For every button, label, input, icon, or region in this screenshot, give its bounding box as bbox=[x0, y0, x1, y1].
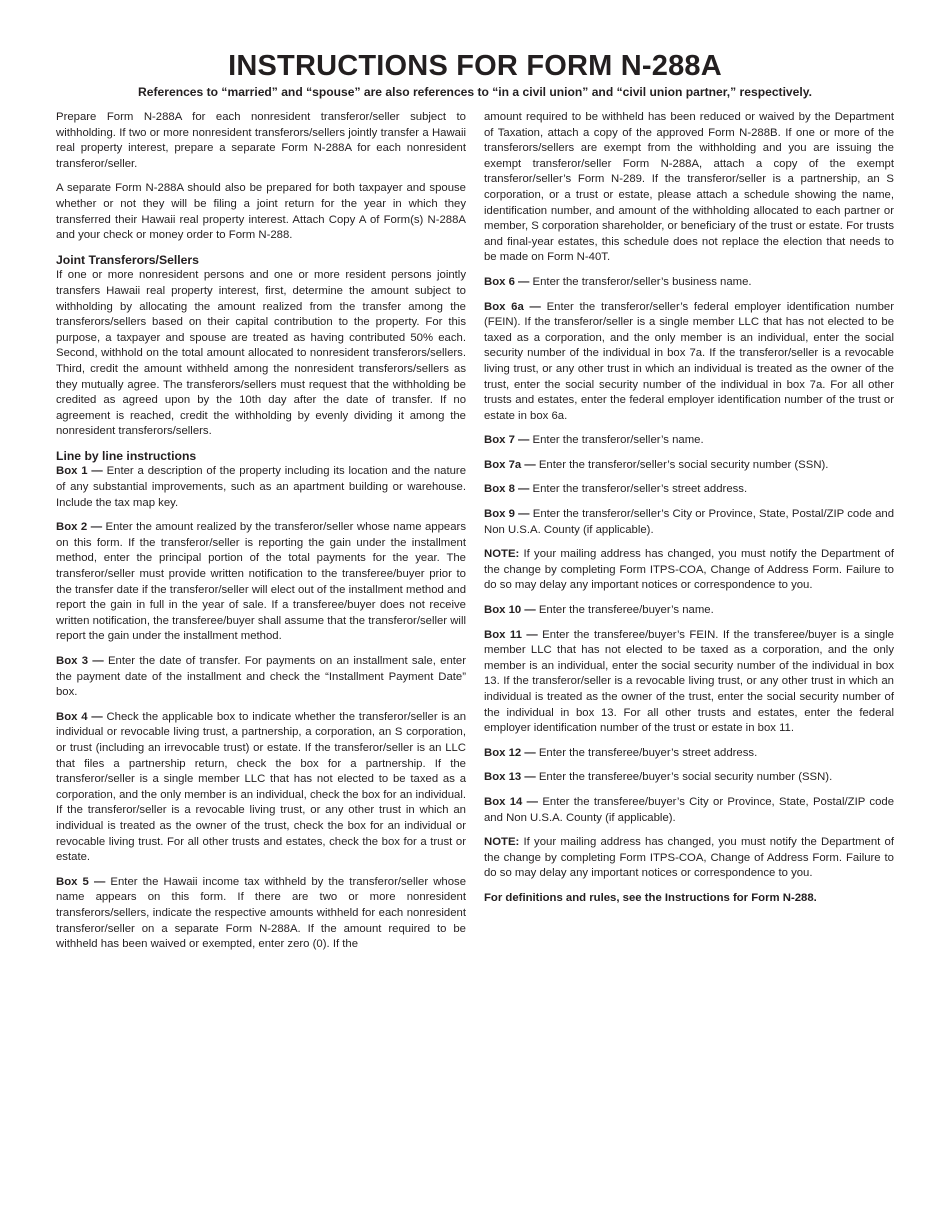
box-8-label: Box 8 — bbox=[484, 483, 530, 496]
box-9-text: Enter the transferor/seller’s City or Province, State, Postal/ZIP code and Non U.S.A. County (if applicable). bbox=[484, 508, 894, 536]
intro-paragraph-2: A separate Form N-288A should also be prepared for both taxpayer and spouse whether or not they will be filing a joint return for the year in which they transferred their Hawaii real property interest. Attach Copy A of Form(s) N-288A and your check or money order to Form N-288. bbox=[56, 182, 466, 242]
box-9-instruction bbox=[484, 507, 894, 538]
box-12-label: Box 12 — bbox=[484, 746, 536, 759]
box-11-label: Box 11 — bbox=[484, 628, 538, 641]
note-2-label: NOTE: bbox=[484, 836, 520, 849]
box-14-label: Box 14 — bbox=[484, 795, 539, 808]
box-6-instruction bbox=[484, 275, 894, 291]
note-2 bbox=[484, 835, 894, 882]
box-8-instruction bbox=[484, 482, 894, 498]
box-11-instruction bbox=[484, 628, 894, 737]
box-3-label: Box 3 — bbox=[56, 655, 104, 667]
box-6-label: Box 6 — bbox=[484, 275, 530, 288]
box-12-instruction bbox=[484, 746, 894, 762]
box-5-text: Enter the Hawaii income tax withheld by the transferor/seller whose name appears on this form. If there are two or more nonresident transferors/sellers, indicate the respective amounts withheld for each nonresident transferor/seller on a separate Form N-288A. If the amount required to be withheld has been waived or exempted, enter zero (0). If the bbox=[56, 875, 467, 951]
right-column bbox=[484, 110, 894, 916]
box-4-text: Check the applicable box to indicate whether the transferor/seller is an individual or revocable living trust, a partnership, a corporation, an S corporation, or trust (including an irrevocable trust) or estate. If the transferor/seller is an LLC that files a partnership return, check the box for a partnership. If the transferor/seller is a single member LLC that has not elected to be taxed as a corporation, and the only member is an individual, check the box for an individual. If the transferor/seller is a revocable living trust, or any other trust in which an individual is treated as the owner of the trust, check the box for an individual or revocable living trust. For all other trusts and estates, check the box for a trust or estate. bbox=[56, 710, 466, 864]
line-by-line-heading: Line by line instructions bbox=[56, 448, 197, 463]
box-10-instruction bbox=[484, 603, 894, 619]
box-13-label: Box 13 — bbox=[484, 771, 536, 784]
page-title: INSTRUCTIONS FOR FORM N-288A bbox=[228, 50, 722, 82]
box-7-label: Box 7 — bbox=[484, 434, 530, 447]
box-7a-text: Enter the transferor/seller’s social security number (SSN). bbox=[535, 458, 829, 471]
box-6a-text: Enter the transferor/seller’s federal employer identification number (FEIN). If the transferor/seller is a single member LLC that has not elected to be taxed as a corporation, and the only member is an individual, enter the social security number of the individual in box 7a. If the transferor/seller is a revocable living trust, or any other trust in which an individual is treated as the owner of the trust, enter the social security number of the individual in box 7a. For all other trusts and estates, enter the federal employer identification number of the trust or estate in box 6a. bbox=[484, 300, 894, 422]
box-7a-instruction bbox=[484, 458, 894, 474]
box-4-instruction bbox=[56, 710, 466, 866]
box-13-instruction bbox=[484, 770, 894, 786]
box-5-label: Box 5 — bbox=[56, 875, 106, 888]
definitions-reference: For definitions and rules, see the Instructions for Form N-288. bbox=[484, 891, 817, 904]
box-2-instruction bbox=[56, 520, 466, 645]
box-9-label: Box 9 — bbox=[484, 508, 530, 521]
box-6a-label: Box 6a — bbox=[484, 300, 541, 313]
box-8-text: Enter the transferor/seller’s street address. bbox=[529, 483, 748, 496]
joint-transferors-heading: Joint Transferors/Sellers bbox=[56, 252, 199, 267]
box-14-text: Enter the transferee/buyer’s City or Province, State, Postal/ZIP code and Non U.S.A. County (if applicable). bbox=[484, 795, 895, 824]
box-7-instruction bbox=[484, 433, 894, 449]
box-3-text: Enter the date of transfer. For payments on an installment sale, enter the payment date of the installment and check the “Installment Payment Date” box. bbox=[56, 655, 466, 699]
box-1-label: Box 1 — bbox=[56, 465, 103, 478]
left-column bbox=[56, 110, 466, 953]
note-1-label: NOTE: bbox=[484, 548, 520, 561]
box-2-text: Enter the amount realized by the transferor/seller whose name appears on this form. If the transferor/seller is reporting the gain under the installment method, enter the principal portion of the total payments for the year. The transferor/seller must provide written notification to the transferee/buyer prior to the transfer date if the transferor/seller will elect out of the installment method and report the gain in full in the year of sale. If a transferee/buyer does not receive written notification, the transferee/buyer shall assume that the transferor/seller will report the gain under the installment method. bbox=[56, 521, 466, 643]
joint-transferors-text: If one or more nonresident persons and one or more resident persons jointly transfers Hawaii real property interest, first, determine the amount subject to withholding by allocating the amount realized from the transfer among the transferors/sellers based on their capital contribution to the property. For this purpose, a taxpayer and spouse are treated as having contributed 50% each. Second, withhold on the total amount allocated to nonresident transferors/sellers. Third, credit the amount withheld among the nonresident transferors/sellers as they mutually agree. The transferors/sellers must request that the withholding be credited as agreed upon by the 10th day after the date of transfer. If no agreement is reached, credit the withholding by evenly dividing it among the nonresident transferors/sellers. bbox=[56, 269, 466, 438]
box-12-text: Enter the transferee/buyer’s street address. bbox=[535, 746, 758, 759]
intro-paragraph-1: Prepare Form N-288A for each nonresident transferor/seller subject to withholding. If two or more nonresident transferors/sellers jointly transfer a Hawaii real property interest, prepare a separate Form N-288A for each nonresident transferor/seller. bbox=[56, 111, 466, 170]
box-7-text: Enter the transferor/seller’s name. bbox=[529, 434, 704, 447]
box-4-label: Box 4 — bbox=[56, 710, 103, 723]
box-7a-label: Box 7a — bbox=[484, 458, 536, 471]
note-2-text: If your mailing address has changed, you must notify the Department of the change by completing Form ITPS-COA, Change of Address Form. Failure to do so may delay any important notices or correspondence to you. bbox=[484, 836, 894, 880]
box-6-text: Enter the transferor/seller’s business name. bbox=[529, 275, 752, 288]
box-1-text: Enter a description of the property including its location and the nature of any substantial improvements, such as an apartment building or warehouse. Include the tax map key. bbox=[56, 465, 466, 509]
box-10-label: Box 10 — bbox=[484, 604, 536, 617]
box-11-text: Enter the transferee/buyer’s FEIN. If the transferee/buyer is a single member LLC that has not elected to be taxed as a corporation, and the only member is an individual, enter the social security number of the individual in box 13. If the transferor/seller is a revocable living trust, or any other trust in which an individual is treated as the owner of the trust, enter the social security number of the individual in box 13. For all other trusts and estates, enter the federal employer identification number of the trust or estate in box 11. bbox=[484, 628, 894, 735]
page-subtitle: References to “married” and “spouse” are also references to “in a civil union” and “civil union partner,” respectively. bbox=[138, 85, 812, 99]
box-13-text: Enter the transferee/buyer’s social security number (SSN). bbox=[535, 771, 833, 784]
box-6a-instruction bbox=[484, 300, 894, 425]
box-10-text: Enter the transferee/buyer’s name. bbox=[535, 604, 714, 617]
box-2-label: Box 2 — bbox=[56, 521, 103, 534]
box-5-continued: amount required to be withheld has been reduced or waived by the Department of Taxation, attach a copy of the approved Form N-288B. If one or more of the transferors/sellers are exempt from the withholding and you are issuing the exempt transferor/seller Form N-288A, attach a copy of the exempt transferor/seller’s Form N-289. If the transferor/seller is a partnership, an S corporation, or a trust or estate, please attach a schedule showing the name, identification number, and amount of the withholding allocated to each partner or member, S corporation shareholder, or beneficiary of the trust or estate. For trusts and final-year estates, this schedule does not replace the election that needs to be made on Form N-40T. bbox=[484, 111, 894, 264]
note-1-text: If your mailing address has changed, you must notify the Department of the change by completing Form ITPS-COA, Change of Address Form. Failure to do so may delay any important notices or correspondence to you. bbox=[484, 548, 894, 592]
box-14-instruction bbox=[484, 795, 894, 826]
box-5-instruction bbox=[56, 875, 466, 953]
box-3-instruction bbox=[56, 654, 466, 701]
note-1 bbox=[484, 547, 894, 594]
box-1-instruction bbox=[56, 464, 466, 511]
